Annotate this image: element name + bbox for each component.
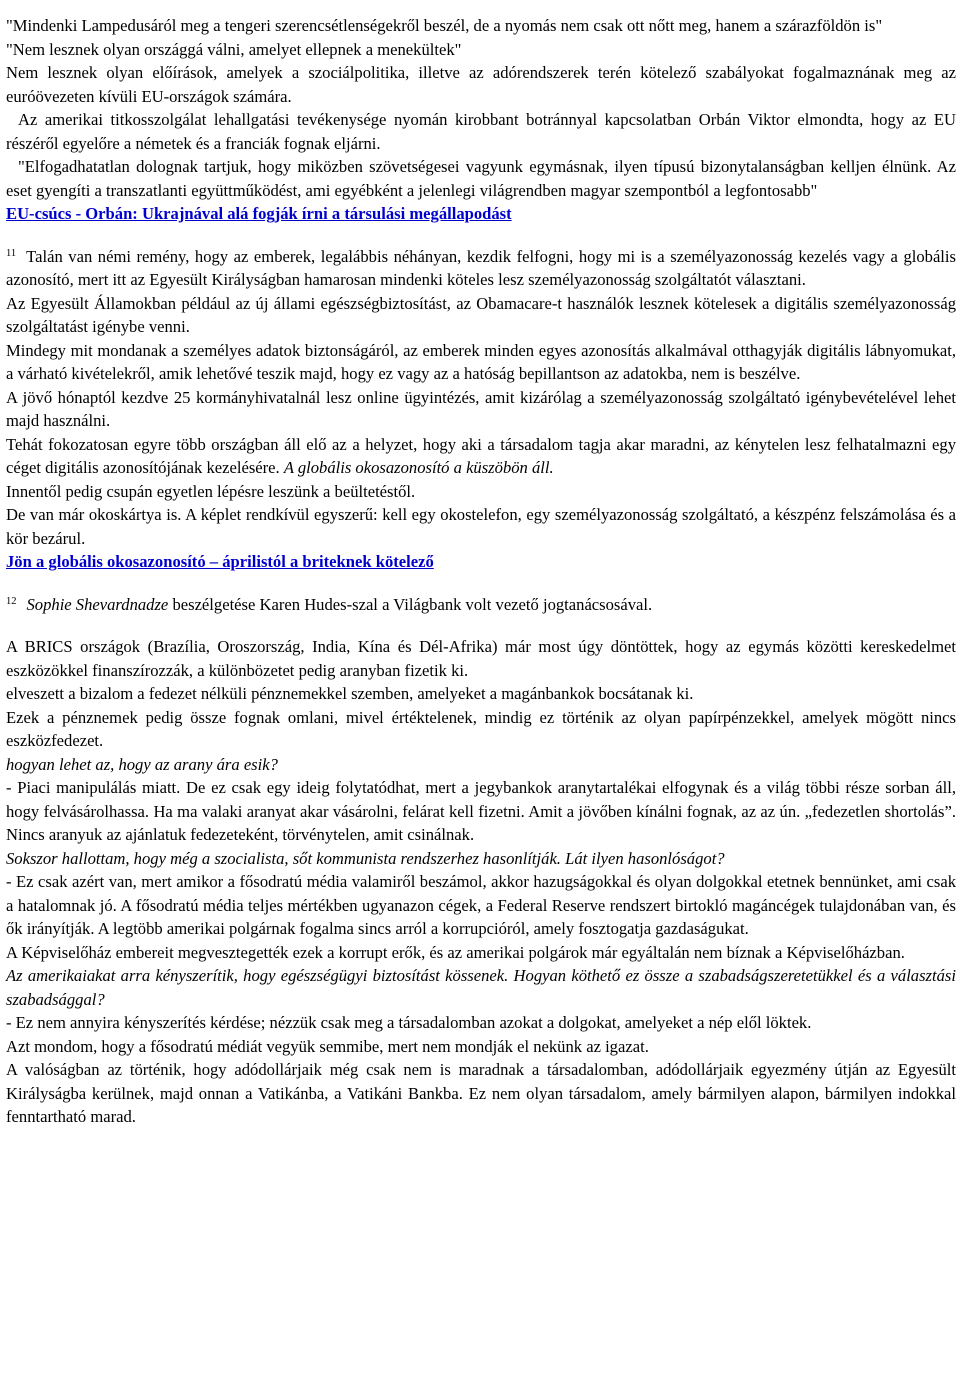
question-socialism (6, 847, 956, 871)
answer-coercion: - Ez nem annyira kényszerítés kérdése; nézzük csak meg a társadalomban azokat a dolgokat, amelyeket a nép elől löktek. (6, 1013, 812, 1032)
quote-lampedusa: "Mindenki Lampedusáról meg a tengeri szerencsétlenségekről beszél, de a nyomás nem csak ott nőtt meg, hanem a szárazföldön is" (6, 16, 883, 35)
paragraph-house-corrupted: A Képviselőház embereit megvesztegették ezek a korrupt erők, és az amerikai polgárok már egyáltalán nem bíznak a Képviselőházban. (6, 942, 905, 962)
link-paragraph-eu-summit (6, 202, 956, 226)
paragraph-data-security: Mindegy mit mondanak a személyes adatok biztonságáról, az emberek minden egyes azonosítás alkalmával otthagyják digitális lábnyomukat, a várható kivételekről, amik lehetővé teszik majd, hogy ez vagy az a hatóság bepillantson az adatokba, nem is beszélve. (6, 340, 956, 383)
paragraph-gradual-text: Tehát fokozatosan egyre több országban áll elő az a helyzet, hogy aki a társadalom tagja akar maradni, az kénytelen lesz felhatalmazni egy céget digitális azonosítójának kezelésére. (6, 434, 956, 477)
footnote-number-11: 11 (6, 247, 17, 259)
spacer (6, 616, 956, 635)
question-gold-price-text: hogyan lehet az, hogy az arany ára esik? (6, 754, 278, 774)
paragraph-gradual-italic: A globális okosazonosító a küszöbön áll. (283, 458, 554, 477)
answer-mainstream-media: - Ez csak azért van, mert amikor a fősodratú média valamiről beszámol, akkor hazugságokkal és olyan dolgokkal etetnek bennünket, ami csak a hatalomnak jó. A fősodratú média teljes mértékben ugyanazon cégek, a Federal Reserve rendszert birtokló magáncégek tulajdonában van, és ők irányítják. A legtöbb amerikai polgárnak fogalma sincs arról a korrupcióról, amely fosztogatja gazdaságukat. (6, 872, 956, 938)
question-gold-price (6, 753, 956, 777)
question-socialism-text: Sokszor hallottam, hogy még a szocialista, sőt kommunista rendszerhez hasonlítják. Lát ilyen hasonlóságot? (6, 848, 725, 868)
paragraph-12-intro (6, 590, 956, 617)
paragraph-12-intro-text: beszélgetése Karen Hudes-szal a Világbank volt vezető jogtanácsosával. (168, 594, 653, 614)
paragraph-trust-lost: elveszett a bizalom a fedezet nélküli pénznemekkel szemben, amelyeket a magánbankok bocsátanak ki. (6, 684, 694, 703)
paragraph-currencies-collapse: Ezek a pénznemek pedig össze fognak omlani, mivel értéktelenek, mindig ez történik az olyan papírpénzekkel, amelyek mögött nincs eszközfedezet. (6, 707, 956, 750)
paragraph-11-hope (6, 242, 956, 292)
quote-refugees: "Nem lesznek olyan országgá válni, amelyet ellepnek a menekültek" (6, 39, 462, 59)
question-health-insurance-text: Az amerikaiakat arra kényszerítik, hogy egészségügyi biztosítást kössenek. Hogyan köthető ez össze a szabadságszeretetükkel és a választási szabadsággal? (6, 966, 956, 1009)
paragraph-ignore-media: Azt mondom, hogy a fősodratú médiát vegyük semmibe, mert nem mondják el nekünk az igazat. (6, 1036, 649, 1056)
paragraph-surveillance: Az amerikai titkosszolgálat lehallgatási tevékenysége nyomán kirobbant botránnyal kapcsolatban Orbán Viktor elmondta, hogy az EU részéről egyelőre a németek és a franciák fognak eljárni. (6, 110, 956, 153)
link-eu-summit[interactable]: EU-csúcs - Orbán: Ukrajnával alá fogják írni a társulási megállapodást (6, 204, 512, 223)
question-health-insurance (6, 964, 956, 1011)
paragraph-11-hope-text: Talán van némi remény, hogy az emberek, legalábbis néhányan, kezdik felfogni, hogy mi is a személyazonosság kezelés vagy a globális azonosító, mert itt az Egyesült Királyságban hamarosan mindenki köteles lesz személyazonosság szolgáltatót választani. (6, 246, 956, 289)
link-paragraph-global-id (6, 550, 956, 574)
paragraph-implant: Innentől pedig csupán egyetlen lépésre leszünk a beültetéstől. (6, 481, 416, 501)
document-page (6, 14, 956, 1129)
paragraph-smartcard: De van már okoskártya is. A képlet rendkívül egyszerű: kell egy okostelefon, egy személyazonosság szolgáltató, a készpénz felszámolása és a kör bezárul. (6, 505, 956, 548)
interviewer-name: Sophie Shevardnadze (26, 594, 169, 614)
paragraph-online-admin: A jövő hónaptól kezdve 25 kormányhivatalnál lesz online ügyintézés, amit kizárólag a személyazonosság szolgáltató igénybevételével lehet majd használni. (6, 387, 956, 430)
footnote-number-12: 12 (6, 595, 17, 607)
spacer (6, 226, 956, 242)
paragraph-unacceptable: "Elfogadhatatlan dolognak tartjuk, hogy miközben szövetségesei vagyunk egymásnak, ilyen típusú bizonytalanságban kelljen élnünk. Az eset gyengíti a transzatlanti együttműködést, ami egyébként a jelenlegi világrendben magyar szempontból a legfontosabb" (6, 157, 956, 200)
paragraph-brics: A BRICS országok (Brazília, Oroszország, India, Kína és Dél-Afrika) már most úgy döntöttek, hogy az egymás közötti kereskedelmet eszközökkel finanszírozzák, a különbözetet pedig aranyban fizetik ki. (6, 637, 956, 680)
link-global-id[interactable]: Jön a globális okosazonosító – áprilistól a briteknek kötelező (6, 552, 434, 571)
spacer (6, 574, 956, 590)
answer-market-manipulation: - Piaci manipulálás miatt. De ez csak egy ideig folytatódhat, mert a jegybankok aranytartalékai elfogynak és a világ többi része sorban áll, hogy felvásárolhassa. Ha ma valaki aranyat akar vásárolni, felárat kell fizetni. Amit a jövőben kínálni fognak, az az ún. „fedezetlen shortolás”. Nincs aranyuk az ajánlatuk fedezeteként, törvénytelen, amit csinálnak. (6, 778, 956, 844)
paragraph-gradual (6, 433, 956, 480)
paragraph-tax-dollars: A valóságban az történik, hogy adódollárjaik még csak nem is maradnak a társadalomban, adódollárjaik egyezmény útján az Egyesült Királyságba kerülnek, majd onnan a Vatikánba, a Vatikáni Bankba. Ez nem olyan társadalom, amely bármilyen alapon, bármilyen indokkal fenntartható marad. (6, 1060, 956, 1126)
paragraph-obamacare: Az Egyesült Államokban például az új állami egészségbiztosítást, az Obamacare-t használók lesznek kötelesek a digitális személyazonosság szolgáltatást igénybe venni. (6, 293, 956, 336)
paragraph-regulations: Nem lesznek olyan előírások, amelyek a szociálpolitika, illetve az adórendszerek terén kötelező szabályokat fogalmaznának meg az euróövezeten kívüli EU-országok számára. (6, 63, 956, 106)
